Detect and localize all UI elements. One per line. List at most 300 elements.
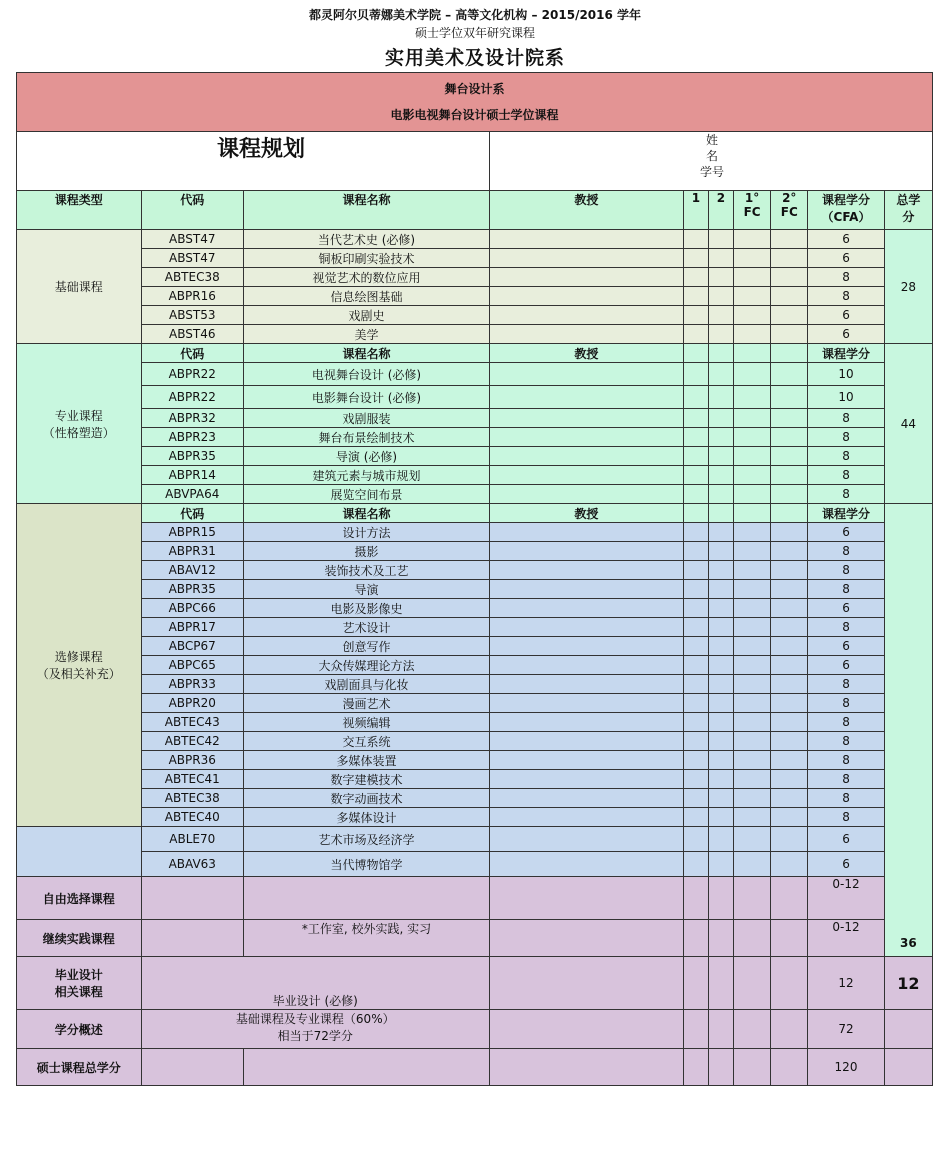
- table-cell: [141, 504, 243, 523]
- col-total: [884, 191, 932, 230]
- summary-row: [17, 1010, 933, 1049]
- summary-cfa: 72: [838, 1022, 854, 1036]
- empty-cell: [771, 325, 808, 344]
- group-total-basic: 28: [900, 279, 916, 294]
- course-name: 铜板印刷实验技术: [318, 251, 415, 266]
- table-cell: [141, 230, 243, 249]
- empty-cell: [490, 656, 684, 675]
- course-cfa: 8: [842, 544, 850, 558]
- table-cell: [243, 713, 489, 732]
- table-cell: [243, 386, 489, 409]
- empty-cell: [734, 694, 771, 713]
- table-cell: [141, 325, 243, 344]
- empty-cell: [490, 306, 684, 325]
- table-cell: [141, 713, 243, 732]
- course-code: ABPR31: [168, 544, 216, 558]
- empty-cell: [708, 504, 733, 523]
- table-row: [17, 249, 933, 268]
- course-cfa: 8: [842, 715, 850, 729]
- empty-cell: [771, 363, 808, 386]
- header-line-1: 都灵阿尔贝蒂娜美术学院 – 高等文化机构 – 2015/2016 学年: [308, 8, 642, 22]
- table-cell: [17, 73, 933, 132]
- empty-cell: [490, 386, 684, 409]
- header-line-2: 硕士学位双年研究课程: [414, 26, 535, 40]
- empty-cell: [708, 542, 733, 561]
- empty-cell: [771, 344, 808, 363]
- empty-cell: [683, 428, 708, 447]
- thesis-cfa: 12: [838, 976, 854, 990]
- empty-cell: [683, 694, 708, 713]
- table-row: [17, 325, 933, 344]
- table-cell: [243, 656, 489, 675]
- empty-cell: [708, 1049, 733, 1086]
- empty-cell: [734, 523, 771, 542]
- table-cell: [243, 580, 489, 599]
- empty-cell: [734, 504, 771, 523]
- empty-cell: [771, 287, 808, 306]
- empty-cell: [734, 344, 771, 363]
- table-cell: [17, 877, 142, 920]
- empty-cell: [708, 268, 733, 287]
- empty-cell: [771, 1010, 808, 1049]
- table-cell: [141, 249, 243, 268]
- empty-cell: [683, 957, 708, 1010]
- empty-cell: [734, 230, 771, 249]
- course-code: ABST47: [169, 232, 216, 246]
- empty-cell: [708, 580, 733, 599]
- empty-cell: [17, 827, 142, 877]
- table-cell: [141, 268, 243, 287]
- table-cell: [141, 363, 243, 386]
- empty-cell: [708, 751, 733, 770]
- name-label-2: 名: [706, 149, 719, 163]
- empty-cell: [490, 249, 684, 268]
- empty-cell: [734, 827, 771, 852]
- empty-cell: [708, 485, 733, 504]
- table-cell: [141, 732, 243, 751]
- course-cfa: 6: [842, 525, 850, 539]
- empty-cell: [683, 1049, 708, 1086]
- empty-cell: [708, 306, 733, 325]
- table-cell: [17, 1049, 142, 1086]
- empty-cell: [734, 852, 771, 877]
- table-row: [17, 447, 933, 466]
- empty-cell: [734, 599, 771, 618]
- empty-cell: [708, 523, 733, 542]
- course-code: ABPR17: [168, 620, 216, 634]
- group-elective: [17, 504, 142, 827]
- table-cell: [17, 132, 490, 191]
- empty-cell: [490, 637, 684, 656]
- col-teacher: 教授: [490, 191, 684, 230]
- col-cfa: [808, 191, 884, 230]
- empty-cell: [490, 363, 684, 386]
- empty-cell: [683, 852, 708, 877]
- empty-cell: [771, 789, 808, 808]
- empty-cell: [771, 268, 808, 287]
- table-cell: [808, 466, 884, 485]
- col-cfa-b: （CFA）: [821, 210, 871, 224]
- course-code: ABCP67: [168, 639, 216, 653]
- empty-cell: [771, 770, 808, 789]
- department-name: 舞台设计系: [444, 82, 505, 96]
- course-cfa: 10: [838, 390, 854, 404]
- table-cell: [808, 713, 884, 732]
- empty-cell: [771, 447, 808, 466]
- empty-cell: [734, 386, 771, 409]
- table-cell: [808, 770, 884, 789]
- table-row: [17, 485, 933, 504]
- course-name: 艺术设计: [342, 620, 391, 635]
- faculty-title: 实用美术及设计院系: [384, 47, 565, 69]
- course-name: 电影及影像史: [330, 601, 403, 616]
- table-cell: [243, 466, 489, 485]
- empty-cell: [683, 230, 708, 249]
- table-row: [17, 852, 933, 877]
- table-cell: [243, 732, 489, 751]
- course-code: ABPR20: [168, 696, 216, 710]
- course-name: 多媒体设计: [336, 810, 397, 825]
- empty-cell: [490, 1049, 684, 1086]
- empty-cell: [490, 808, 684, 827]
- course-name: 导演 (必修): [335, 449, 398, 464]
- course-name: 电影舞台设计 (必修): [311, 390, 422, 405]
- elective-header-row: [17, 504, 933, 523]
- course-cfa: 6: [842, 857, 850, 871]
- table-cell: [243, 637, 489, 656]
- table-row: [17, 363, 933, 386]
- table-cell: [243, 287, 489, 306]
- thesis-label-1: 毕业设计: [54, 968, 103, 982]
- plan-row: [17, 132, 933, 191]
- empty-cell: [490, 599, 684, 618]
- empty-cell: [734, 363, 771, 386]
- table-cell: [808, 751, 884, 770]
- free-label: 自由选择课程: [42, 891, 115, 906]
- group-label-basic: 基础课程: [54, 280, 103, 294]
- table-row: [17, 751, 933, 770]
- course-name: 舞台布景绘制技术: [318, 430, 415, 445]
- course-name: 艺术市场及经济学: [318, 832, 415, 847]
- table-cell: [490, 344, 684, 363]
- empty-cell: [683, 675, 708, 694]
- empty-cell: [708, 675, 733, 694]
- table-cell: [808, 561, 884, 580]
- empty-cell: [708, 713, 733, 732]
- free-choice-row: [17, 877, 933, 920]
- empty-cell: [884, 1049, 932, 1086]
- table-cell: [141, 466, 243, 485]
- empty-cell: [734, 580, 771, 599]
- department-row: [17, 73, 933, 132]
- empty-cell: [708, 770, 733, 789]
- table-row: [17, 287, 933, 306]
- empty-cell: [734, 306, 771, 325]
- table-cell: [141, 599, 243, 618]
- summary-desc-1: 基础课程及专业课程（60%）: [235, 1012, 395, 1026]
- empty-cell: [734, 957, 771, 1010]
- empty-cell: [683, 751, 708, 770]
- table-cell: [808, 344, 884, 363]
- empty-cell: [734, 466, 771, 485]
- course-name: 戏剧服装: [342, 411, 391, 426]
- col-2fc-a: 2°: [782, 191, 797, 205]
- course-name: 建筑元素与城市规划: [312, 468, 421, 483]
- course-cfa: 6: [842, 601, 850, 615]
- table-cell: [243, 542, 489, 561]
- col-1fc-b: FC: [743, 205, 761, 219]
- empty-cell: [683, 306, 708, 325]
- table-cell: [808, 732, 884, 751]
- table-row: [17, 770, 933, 789]
- empty-cell: [243, 877, 489, 920]
- table-cell: [243, 268, 489, 287]
- empty-cell: [771, 1049, 808, 1086]
- empty-cell: [683, 637, 708, 656]
- empty-cell: [771, 580, 808, 599]
- empty-cell: [708, 877, 733, 920]
- empty-cell: [771, 523, 808, 542]
- grand-cfa: 120: [834, 1060, 858, 1074]
- practice-note: *工作室, 校外实践, 实习: [301, 922, 432, 936]
- table-cell: [884, 230, 932, 344]
- table-row: [17, 580, 933, 599]
- group-basic: [17, 230, 142, 344]
- table-cell: [243, 306, 489, 325]
- practice-cfa: 0-12: [832, 920, 860, 934]
- empty-cell: [734, 877, 771, 920]
- empty-cell: [708, 466, 733, 485]
- course-name: 多媒体装置: [336, 753, 397, 768]
- empty-cell: [490, 580, 684, 599]
- table-row: [17, 732, 933, 751]
- course-code: ABPR22: [168, 390, 216, 404]
- table-cell: [808, 920, 884, 957]
- empty-cell: [734, 542, 771, 561]
- empty-cell: [708, 789, 733, 808]
- empty-cell: [708, 920, 733, 957]
- empty-cell: [683, 504, 708, 523]
- empty-cell: [683, 523, 708, 542]
- course-code: ABTEC38: [164, 270, 220, 284]
- empty-cell: [771, 599, 808, 618]
- col-type: 课程类型: [17, 191, 142, 230]
- empty-cell: [734, 325, 771, 344]
- empty-cell: [771, 428, 808, 447]
- table-cell: [808, 637, 884, 656]
- empty-cell: [490, 789, 684, 808]
- table-cell: [808, 485, 884, 504]
- table-row: [17, 542, 933, 561]
- table-cell: [243, 363, 489, 386]
- table-cell: [243, 447, 489, 466]
- col-2: 2: [708, 191, 733, 230]
- table-cell: [243, 751, 489, 770]
- empty-cell: [490, 618, 684, 637]
- course-cfa: 8: [842, 411, 850, 425]
- empty-cell: [734, 808, 771, 827]
- empty-cell: [771, 656, 808, 675]
- empty-cell: [771, 732, 808, 751]
- course-code: ABPR16: [168, 289, 216, 303]
- col-teacher-3: 教授: [574, 506, 599, 521]
- course-code: ABTEC41: [164, 772, 220, 786]
- course-cfa: 6: [842, 832, 850, 846]
- empty-cell: [683, 789, 708, 808]
- table-cell: [808, 789, 884, 808]
- table-cell: [243, 249, 489, 268]
- table-cell: [808, 877, 884, 920]
- empty-cell: [683, 770, 708, 789]
- empty-cell: [243, 1049, 489, 1086]
- course-code: ABTEC38: [164, 791, 220, 805]
- table-row: [17, 789, 933, 808]
- empty-cell: [683, 713, 708, 732]
- table-cell: [808, 599, 884, 618]
- empty-cell: [708, 325, 733, 344]
- empty-cell: [734, 732, 771, 751]
- empty-cell: [771, 230, 808, 249]
- table-cell: [141, 751, 243, 770]
- empty-cell: [734, 656, 771, 675]
- col-2fc: [771, 191, 808, 230]
- empty-cell: [683, 325, 708, 344]
- course-name: 戏剧面具与化妆: [324, 677, 409, 692]
- empty-cell: [683, 249, 708, 268]
- empty-cell: [490, 428, 684, 447]
- empty-cell: [771, 957, 808, 1010]
- table-cell: [243, 599, 489, 618]
- course-name: 数字建模技术: [330, 772, 403, 787]
- empty-cell: [708, 808, 733, 827]
- empty-cell: [708, 386, 733, 409]
- course-cfa: 8: [842, 582, 850, 596]
- table-row: [17, 827, 933, 852]
- col-course-3: 课程名称: [342, 506, 391, 521]
- table-cell: [808, 363, 884, 386]
- empty-cell: [490, 770, 684, 789]
- course-cfa: 8: [842, 734, 850, 748]
- table-cell: [141, 827, 243, 852]
- empty-cell: [708, 287, 733, 306]
- course-name: 当代艺术史 (必修): [317, 232, 416, 247]
- table-cell: [808, 675, 884, 694]
- course-cfa: 6: [842, 327, 850, 341]
- empty-cell: [734, 268, 771, 287]
- table-cell: [808, 808, 884, 827]
- col-code-3: 代码: [180, 506, 205, 521]
- empty-cell: [490, 751, 684, 770]
- course-name: 装饰技术及工艺: [324, 563, 409, 578]
- empty-cell: [771, 852, 808, 877]
- table-row: [17, 386, 933, 409]
- empty-cell: [490, 675, 684, 694]
- table-cell: [243, 561, 489, 580]
- table-cell: [17, 957, 142, 1010]
- table-cell: [243, 485, 489, 504]
- table-cell: [808, 1049, 884, 1086]
- table-cell: [141, 637, 243, 656]
- empty-cell: [683, 808, 708, 827]
- empty-cell: [490, 1010, 684, 1049]
- empty-cell: [771, 306, 808, 325]
- course-cfa: 8: [842, 772, 850, 786]
- empty-cell: [683, 409, 708, 428]
- empty-cell: [771, 637, 808, 656]
- course-code: ABTEC40: [164, 810, 220, 824]
- empty-cell: [708, 732, 733, 751]
- program-name: 电影电视舞台设计硕士学位课程: [390, 108, 559, 122]
- course-cfa: 8: [842, 810, 850, 824]
- table-cell: [141, 852, 243, 877]
- table-cell: [808, 249, 884, 268]
- col-total-b: 分: [902, 210, 915, 224]
- empty-cell: [490, 542, 684, 561]
- thesis-desc: 毕业设计 (必修): [272, 994, 358, 1008]
- empty-cell: [490, 485, 684, 504]
- table-cell: [141, 580, 243, 599]
- table-cell: [808, 386, 884, 409]
- course-cfa: 6: [842, 232, 850, 246]
- course-code: ABPR15: [168, 525, 216, 539]
- course-name: 数字动画技术: [330, 791, 403, 806]
- course-name: 信息绘图基础: [330, 289, 403, 304]
- group-label-elective-2: （及相关补充）: [36, 667, 121, 681]
- summary-desc-2: 相当于72学分: [277, 1029, 353, 1043]
- practice-row: [17, 920, 933, 957]
- empty-cell: [708, 637, 733, 656]
- grand-total-row: [17, 1049, 933, 1086]
- course-name: 设计方法: [342, 525, 391, 540]
- table-cell: [141, 409, 243, 428]
- table-row: [17, 808, 933, 827]
- table-row: [17, 637, 933, 656]
- table-cell: [243, 827, 489, 852]
- group-major: [17, 344, 142, 504]
- empty-cell: [490, 920, 684, 957]
- course-code: ABST46: [169, 327, 216, 341]
- empty-cell: [734, 920, 771, 957]
- table-cell: [141, 656, 243, 675]
- empty-cell: [141, 877, 243, 920]
- empty-cell: [771, 409, 808, 428]
- curriculum-table: [16, 72, 933, 1086]
- course-name: 美学: [354, 327, 379, 342]
- table-cell: [808, 230, 884, 249]
- course-code: ABAV12: [168, 563, 216, 577]
- empty-cell: [490, 877, 684, 920]
- thesis-label-2: 相关课程: [54, 985, 103, 999]
- table-cell: [808, 656, 884, 675]
- empty-cell: [708, 852, 733, 877]
- table-cell: [243, 808, 489, 827]
- empty-cell: [683, 447, 708, 466]
- course-code: ABPR22: [168, 367, 216, 381]
- table-row: [17, 523, 933, 542]
- course-cfa: 8: [842, 487, 850, 501]
- empty-cell: [708, 1010, 733, 1049]
- course-code: ABPR23: [168, 430, 216, 444]
- empty-cell: [771, 675, 808, 694]
- course-name: 戏剧史: [348, 308, 385, 323]
- empty-cell: [683, 363, 708, 386]
- empty-cell: [683, 466, 708, 485]
- table-cell: [141, 542, 243, 561]
- empty-cell: [734, 637, 771, 656]
- table-cell: [141, 694, 243, 713]
- table-cell: [141, 618, 243, 637]
- col-cfa-2: 课程学分: [822, 346, 871, 361]
